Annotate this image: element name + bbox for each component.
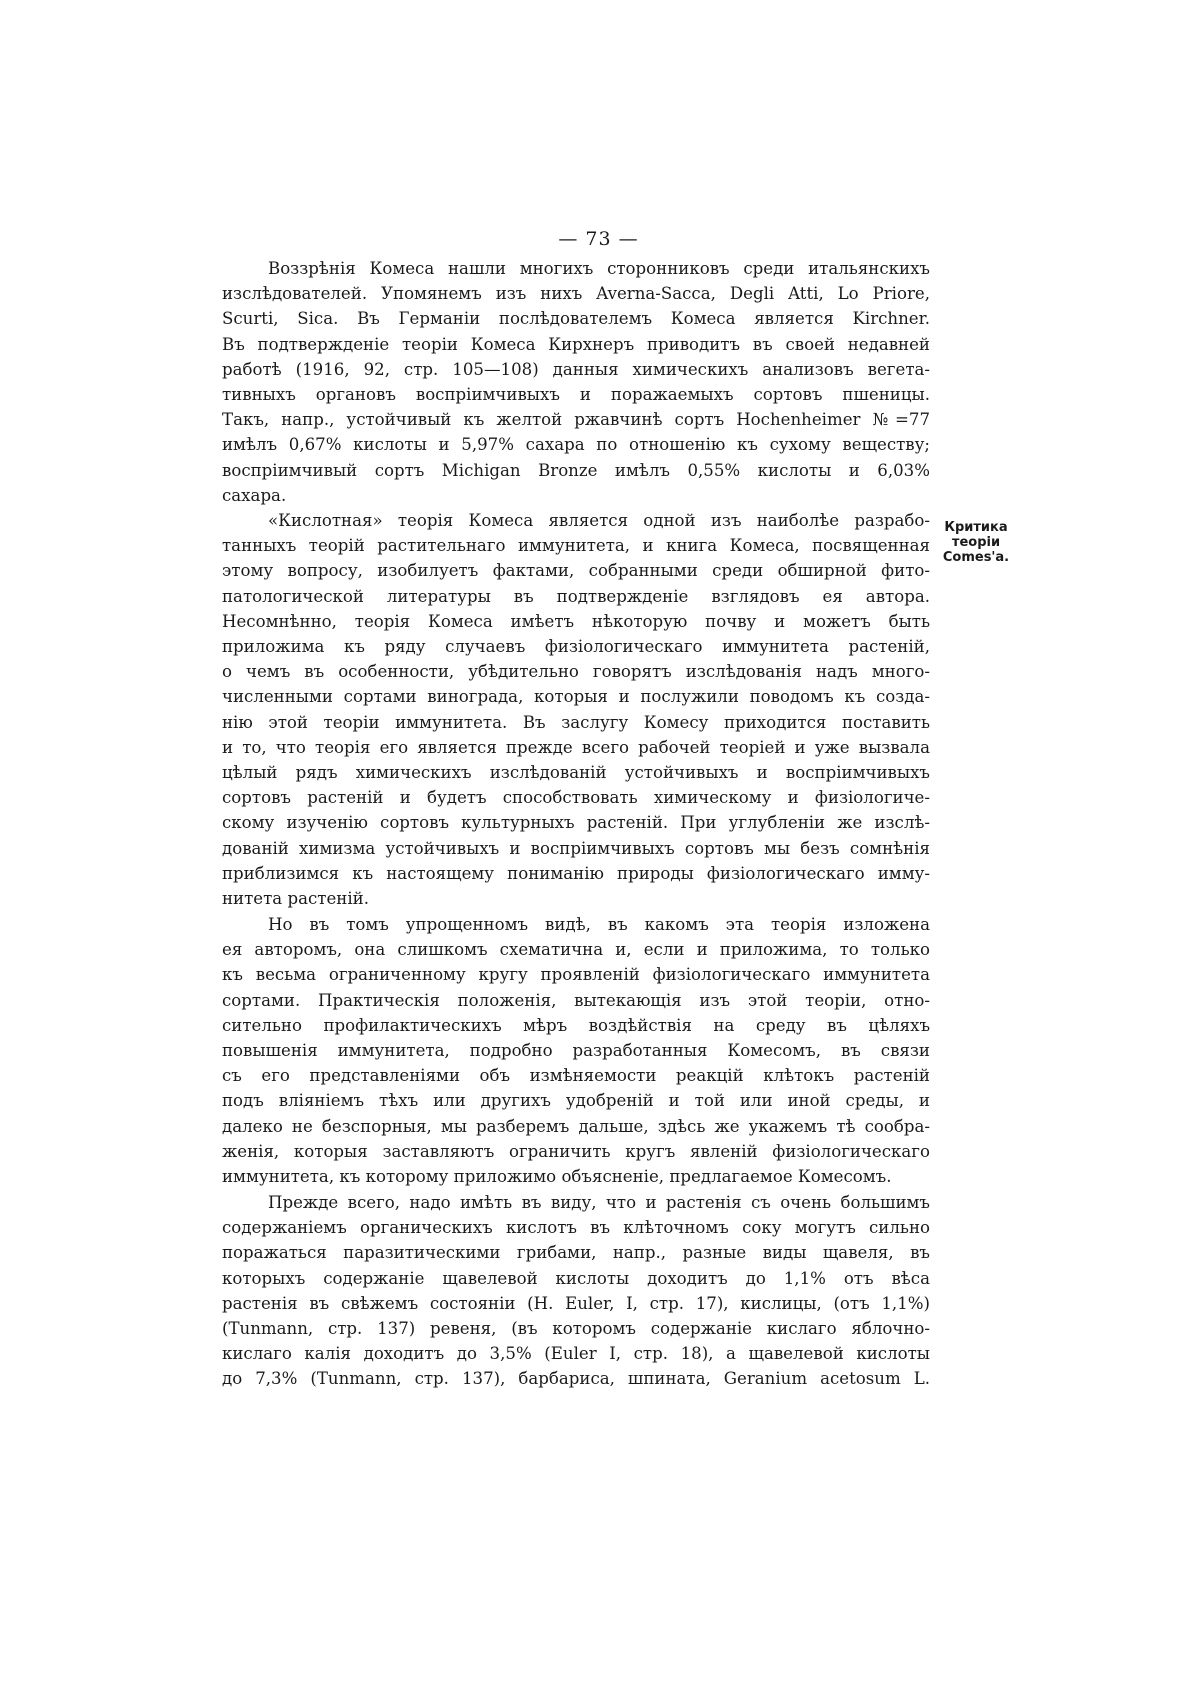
margin-note bbox=[936, 520, 1016, 565]
text-line: къ весьма ограниченному кругу проявленій физіологическаго иммунитета bbox=[222, 965, 930, 985]
text-line: «Кислотная» теорія Комеса является одной изъ наиболѣе разрабо- bbox=[268, 511, 930, 530]
text-line: дованій химизма устойчивыхъ и воспріимчивыхъ сортовъ мы безъ сомнѣнія bbox=[222, 838, 930, 858]
paragraph-3 bbox=[222, 912, 930, 1189]
text-line: тивныхъ органовъ воспріимчивыхъ и поражаемыхъ сортовъ пшеницы. bbox=[222, 385, 930, 405]
text-line: скому изученію сортовъ культурныхъ растеній. При углубленіи же изслѣ- bbox=[222, 813, 930, 833]
text-line: сительно профилактическихъ мѣръ воздѣйствія на среду въ цѣляхъ bbox=[222, 1015, 930, 1035]
paragraph-1 bbox=[222, 256, 930, 508]
text-line: танныхъ теорій растительнаго иммунитета, и книга Комеса, посвященная bbox=[222, 536, 930, 556]
text-line: Такъ, напр., устойчивый къ желтой ржавчинѣ сортъ Hochenheimer №=77 bbox=[222, 410, 930, 430]
text-line: имѣлъ 0,67% кислоты и 5,97% сахара по отношенію къ сухому веществу; bbox=[222, 435, 930, 455]
text-line: приложима къ ряду случаевъ физіологическаго иммунитета растеній, bbox=[222, 637, 930, 657]
text-line: сортами. Практическія положенія, вытекающія изъ этой теоріи, отно- bbox=[222, 990, 930, 1010]
text-line: которыхъ содержаніе щавелевой кислоты доходитъ до 1,1% отъ вѣса bbox=[222, 1268, 930, 1288]
margin-note-line: Критика bbox=[944, 520, 1008, 535]
text-line: поражаться паразитическими грибами, напр., разные виды щавеля, въ bbox=[222, 1243, 930, 1263]
text-line: воспріимчивый сортъ Michigan Bronze имѣлъ 0,55% кислоты и 6,03% bbox=[222, 460, 930, 480]
text-line: Воззрѣнія Комеса нашли многихъ сторонниковъ среди итальянскихъ bbox=[268, 259, 930, 278]
text-line: (Tunmann, стр. 137) ревеня, (въ которомъ содержаніе кислаго яблочно- bbox=[222, 1319, 930, 1339]
paragraph-4 bbox=[222, 1190, 930, 1392]
text-line: и то, что теорія его является прежде всего рабочей теоріей и уже вызвала bbox=[222, 737, 930, 757]
text-line: сахара. bbox=[222, 485, 287, 505]
text-line: съ его представленіями объ измѣняемости реакцій клѣтокъ растеній bbox=[222, 1066, 930, 1086]
text-line: растенія въ свѣжемъ состояніи (H. Euler, I, стр. 17), кислицы, (отъ 1,1%) bbox=[222, 1293, 930, 1313]
text-line: женія, которыя заставляютъ ограничить кругъ явленій физіологическаго bbox=[222, 1141, 930, 1161]
text-line: содержаніемъ органическихъ кислотъ въ клѣточномъ соку могутъ сильно bbox=[222, 1218, 930, 1238]
paragraph-2 bbox=[222, 508, 930, 911]
text-line: Scurti, Sica. Въ Германіи послѣдователемъ Комеса является Kirchner. bbox=[222, 309, 930, 329]
page-number: — 73 — bbox=[558, 228, 639, 250]
text-line: иммунитета, къ которому приложимо объясненіе, предлагаемое Комесомъ. bbox=[222, 1167, 892, 1187]
text-line: повышенія иммунитета, подробно разработанныя Комесомъ, въ связи bbox=[222, 1041, 930, 1061]
text-line: цѣлый рядъ химическихъ изслѣдованій устойчивыхъ и воспріимчивыхъ bbox=[222, 763, 930, 783]
text-line: нитета растеній. bbox=[222, 889, 369, 909]
text-line: до 7,3% (Tunmann, стр. 137), барбариса, шпината, Geranium acetosum L. bbox=[222, 1369, 930, 1389]
text-line: этому вопросу, изобилуетъ фактами, собранными среди обширной фито- bbox=[222, 561, 930, 581]
text-line: о чемъ въ особенности, убѣдительно говорятъ изслѣдованія надъ много- bbox=[222, 662, 930, 682]
text-line: Прежде всего, надо имѣть въ виду, что и растенія съ очень большимъ bbox=[268, 1193, 930, 1212]
margin-note-line: Comes'а. bbox=[942, 550, 1010, 565]
text-line: изслѣдователей. Упомянемъ изъ нихъ Averna-Sacca, Degli Atti, Lo Priore, bbox=[222, 284, 930, 304]
text-line: подъ вліяніемъ тѣхъ или другихъ удобреній и той или иной среды, и bbox=[222, 1091, 930, 1111]
text-line: далеко не безспорныя, мы разберемъ дальше, здѣсь же укажемъ тѣ сообра- bbox=[222, 1116, 930, 1136]
text-line: работѣ (1916, 92, стр. 105—108) данныя химическихъ анализовъ вегета- bbox=[222, 359, 930, 379]
text-line: Но въ томъ упрощенномъ видѣ, въ какомъ эта теорія изложена bbox=[268, 915, 930, 934]
text-line: численными сортами винограда, которыя и послужили поводомъ къ созда- bbox=[222, 687, 930, 707]
text-line: патологической литературы въ подтвержденіе взглядовъ ея автора. bbox=[222, 586, 930, 606]
margin-note-line: теоріи bbox=[951, 535, 1001, 550]
text-line: приблизимся къ настоящему пониманію природы физіологическаго имму- bbox=[222, 863, 930, 883]
text-line: Несомнѣнно, теорія Комеса имѣетъ нѣкоторую почву и можетъ быть bbox=[222, 611, 930, 631]
text-line: сортовъ растеній и будетъ способствовать химическому и физіологиче- bbox=[222, 788, 930, 808]
text-line: Въ подтвержденіе теоріи Комеса Кирхнеръ приводитъ въ своей недавней bbox=[222, 334, 930, 354]
text-line: кислаго калія доходитъ до 3,5% (Euler I, стр. 18), а щавелевой кислоты bbox=[222, 1344, 930, 1364]
text-line: ея авторомъ, она слишкомъ схематична и, если и приложима, то только bbox=[222, 940, 930, 960]
text-line: нію этой теоріи иммунитета. Въ заслугу Комесу приходится поставить bbox=[222, 712, 930, 732]
